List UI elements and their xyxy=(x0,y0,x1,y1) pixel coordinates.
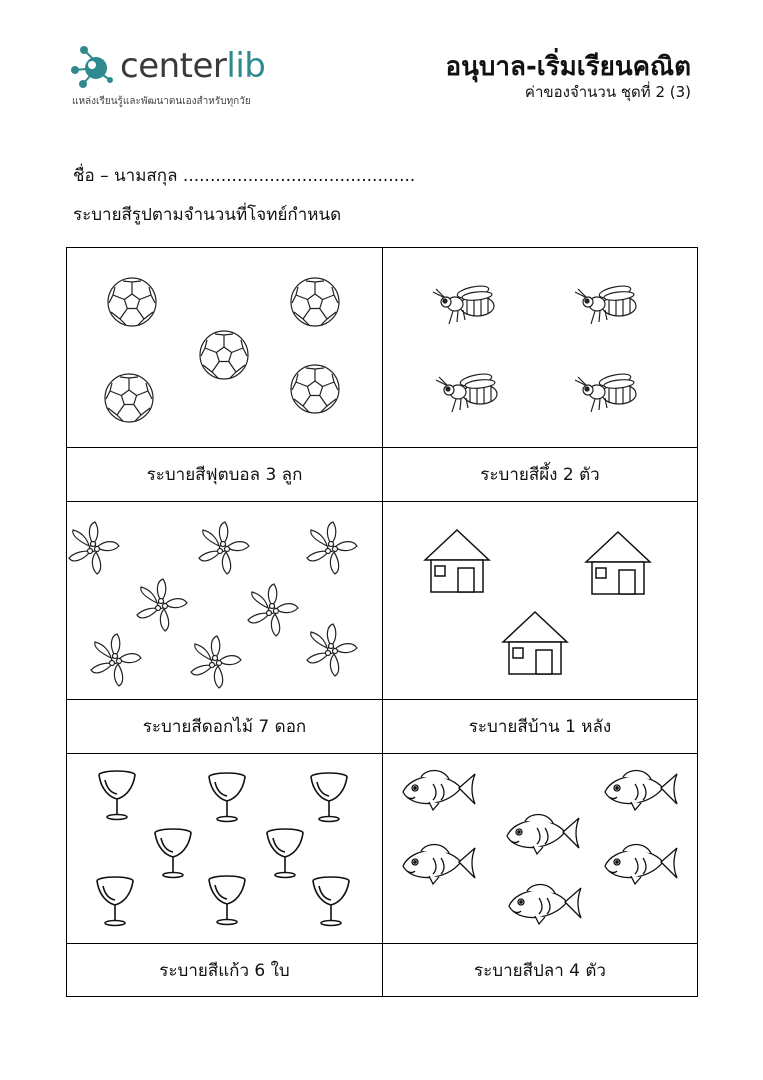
soccer-ball[interactable] xyxy=(108,278,156,326)
flower[interactable] xyxy=(199,522,249,574)
flower[interactable] xyxy=(307,624,357,676)
bee[interactable] xyxy=(575,372,636,412)
soccer-ball[interactable] xyxy=(200,331,248,379)
glass[interactable] xyxy=(313,877,349,926)
task-label-houses: ระบายสีบ้าน 1 หลัง xyxy=(382,700,697,754)
centerlib-logo xyxy=(70,42,300,112)
logo-word-center: center xyxy=(120,46,227,86)
fish[interactable] xyxy=(403,844,475,884)
flower[interactable] xyxy=(137,579,187,631)
fish[interactable] xyxy=(605,770,677,810)
house[interactable] xyxy=(503,612,567,674)
exercise-grid xyxy=(66,247,698,997)
flower[interactable] xyxy=(248,584,298,636)
flower[interactable] xyxy=(91,634,141,686)
fish[interactable] xyxy=(403,770,475,810)
page-subtitle: ค่าของจำนวน ชุดที่ 2 (3) xyxy=(524,83,691,101)
name-field[interactable]: ชื่อ – นามสกุล ........................................... xyxy=(73,166,416,186)
bee[interactable] xyxy=(433,284,494,324)
glass[interactable] xyxy=(155,829,191,878)
picture-box-houses xyxy=(382,502,697,700)
fish[interactable] xyxy=(509,884,581,924)
task-label-glasses: ระบายสีแก้ว 6 ใบ xyxy=(159,960,290,981)
flower[interactable] xyxy=(307,522,357,574)
picture-box-soccer xyxy=(67,248,382,448)
logo-wordmark xyxy=(120,42,265,90)
glass[interactable] xyxy=(209,773,245,822)
picture-box-flowers xyxy=(67,502,382,700)
task-label-bees: ระบายสีผึ้ง 2 ตัว xyxy=(382,448,697,502)
glass[interactable] xyxy=(311,773,347,822)
picture-box-glasses xyxy=(67,754,382,944)
soccer-ball[interactable] xyxy=(291,278,339,326)
bee[interactable] xyxy=(575,284,636,324)
flower[interactable] xyxy=(191,636,241,688)
bee[interactable] xyxy=(436,372,497,412)
picture-box-bees xyxy=(382,248,697,448)
task-label-soccer: ระบายสีฟุตบอล 3 ลูก xyxy=(67,448,382,502)
house[interactable] xyxy=(586,532,650,594)
task-label-flowers: ระบายสีดอกไม้ 7 ดอก xyxy=(67,700,382,754)
instruction-text: ระบายสีรูปตามจำนวนที่โจทย์กำหนด xyxy=(73,205,342,225)
flower[interactable] xyxy=(69,522,119,574)
logo-tagline: แหล่งเรียนรู้และพัฒนาตนเองสำหรับทุกวัย xyxy=(72,96,251,107)
glass[interactable] xyxy=(209,876,245,925)
task-label-fish: ระบายสีปลา 4 ตัว xyxy=(382,944,697,996)
fish[interactable] xyxy=(605,844,677,884)
logo-word-lib: lib xyxy=(226,46,266,86)
picture-box-fish xyxy=(382,754,697,944)
page-title: อนุบาล-เริ่มเรียนคณิต xyxy=(445,52,691,82)
soccer-ball[interactable] xyxy=(291,365,339,413)
soccer-ball[interactable] xyxy=(105,374,153,422)
logo-network-icon xyxy=(70,42,120,90)
glass[interactable] xyxy=(99,771,135,820)
house[interactable] xyxy=(425,530,489,592)
glass[interactable] xyxy=(267,829,303,878)
fish[interactable] xyxy=(507,814,579,854)
glass[interactable] xyxy=(97,877,133,926)
